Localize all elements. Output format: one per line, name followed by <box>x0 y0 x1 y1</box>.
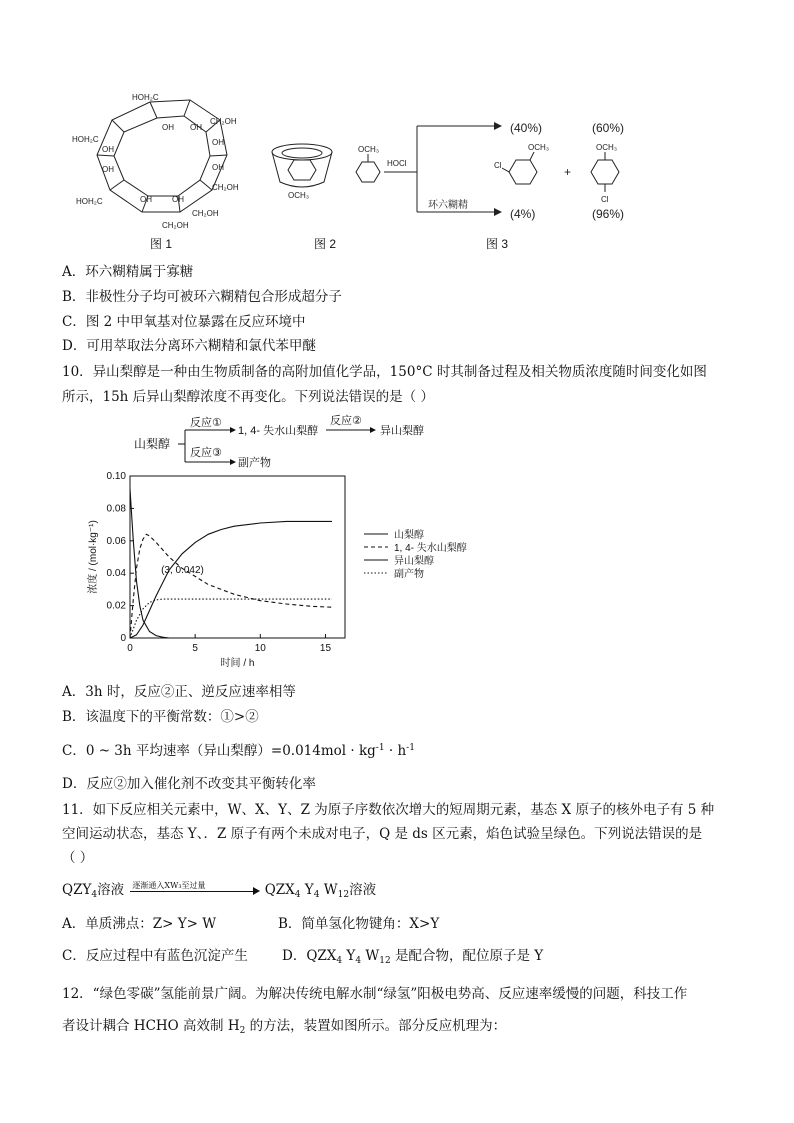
chart-xlabel: 时间 / h <box>220 658 255 669</box>
chart-ylabel: 浓度 / (mol·kg⁻¹) <box>88 520 99 594</box>
svg-text:CH₂OH: CH₂OH <box>212 183 239 192</box>
scheme-end: 异山梨醇 <box>380 425 424 437</box>
y-tick-label: 0.04 <box>106 568 126 580</box>
svg-text:OH: OH <box>102 145 114 154</box>
q9-option-b: B．非极性分子均可被环六糊精包合形成超分子 <box>62 289 342 305</box>
q10-option-a: A．3h 时，反应②正、逆反应速率相等 <box>62 684 296 700</box>
series-line-2 <box>130 534 332 638</box>
fig3-para-sub2: Cl <box>601 195 609 204</box>
x-tick-label: 0 <box>127 643 133 654</box>
chart-series <box>130 489 332 638</box>
fig3-yield-bot-ortho: (4%) <box>510 207 536 221</box>
legend-label: 异山梨醇 <box>394 556 434 567</box>
fig3-yield-top-para: (60%) <box>592 121 625 135</box>
q11-reaction-arrow: 逐渐通入XW₃至过量 <box>128 884 260 898</box>
q11-option-c: C．反应过程中有蓝色沉淀产生 <box>62 948 248 964</box>
svg-text:HOH₂C: HOH₂C <box>76 197 103 206</box>
fig3-para-product <box>591 152 619 192</box>
q10-option-c: C．0 ~ 3h 平均速率（异山梨醇）$=0.014mol \cdot kg^{-1} \cdot h^{-1}$ <box>62 743 415 759</box>
fig3-para-sub1: OCH₃ <box>596 143 618 152</box>
q10-option-b: B．该温度下的平衡常数：①>② <box>62 709 259 725</box>
chart-axes <box>130 476 345 638</box>
svg-text:CH₂OH: CH₂OH <box>192 209 219 218</box>
svg-text:HOH₂C: HOH₂C <box>72 135 99 144</box>
q10-stem-line2: 所示，15h 后异山梨醇浓度不再变化。下列说法错误的是（ ） <box>62 389 434 405</box>
y-tick-label: 0.08 <box>106 503 126 515</box>
chart-legend <box>364 528 467 580</box>
svg-text:OH: OH <box>190 123 202 132</box>
scheme-start: 山梨醇 <box>134 437 171 451</box>
legend-label: 1, 4- 失水山梨醇 <box>394 543 467 554</box>
q11-option-a: A．单质沸点：Z> Y> W <box>62 916 217 932</box>
svg-text:OH: OH <box>102 165 114 174</box>
svg-text:CH₂OH: CH₂OH <box>162 221 189 230</box>
fig3-reactant-ring <box>356 154 380 182</box>
fig2-label: OCH₃ <box>288 191 310 200</box>
q11-option-b: B．简单氢化物键角：X>Y <box>278 916 440 932</box>
legend-label: 副产物 <box>394 569 424 580</box>
fig2-inclusion-complex <box>272 144 332 187</box>
q11-reaction: $QZY_4$溶液 逐渐通入XW₃至过量 $QZX_4$ $Y_4$ $W_{12}$溶液 <box>62 880 377 900</box>
scheme-r3: 反应③ <box>190 447 222 459</box>
y-tick-label: 0.06 <box>106 535 126 547</box>
q9-option-d: D．可用萃取法分离环六糊精和氯代苯甲醚 <box>62 338 316 354</box>
fig1-caption: 图 1 <box>150 237 173 251</box>
q10-reaction-scheme <box>130 412 450 474</box>
y-tick-label: 0 <box>120 633 126 644</box>
fig3-catalyst: 环六糊精 <box>428 200 468 211</box>
fig3-yield-bot-para: (96%) <box>592 207 625 221</box>
fig3-ortho-sub1: OCH₃ <box>528 143 550 152</box>
fig3-plus: + <box>564 165 572 179</box>
legend-label: 山梨醇 <box>394 530 424 541</box>
svg-text:OH: OH <box>140 195 152 204</box>
chart-ticks <box>107 471 332 654</box>
scheme-r2: 反应② <box>330 415 362 427</box>
q10-option-d: D．反应②加入催化剂不改变其平衡转化率 <box>62 776 316 792</box>
fig3-reagent: HOCl <box>387 159 407 168</box>
scheme-side: 副产物 <box>238 457 271 469</box>
svg-text:CH₂OH: CH₂OH <box>210 117 237 126</box>
x-tick-label: 10 <box>254 643 266 654</box>
scheme-r1: 反应① <box>190 417 222 429</box>
fig3-ortho-product <box>502 152 537 184</box>
y-tick-label: 0.10 <box>106 471 126 482</box>
series-line-1 <box>130 489 169 638</box>
q11-stem-line2: 空间运动状态，基态 Y、．Z 原子有两个未成对电子，Q 是 ds 区元素，焰色试验呈绿色。下列说法错误的是 <box>62 826 703 842</box>
x-tick-label: 15 <box>319 643 332 654</box>
plot-frame <box>130 476 345 638</box>
svg-text:HOH₂C: HOH₂C <box>132 93 159 102</box>
scheme-mid: 1, 4- 失水山梨醇 <box>238 425 319 437</box>
fig1-cyclodextrin <box>97 100 227 212</box>
series-line-3 <box>130 521 332 638</box>
fig3-ortho-sub2: Cl <box>494 161 502 170</box>
fig3-yield-top-ortho: (40%) <box>510 121 543 135</box>
x-tick-label: 5 <box>192 643 198 654</box>
q12-line2: 者设计耦合 HCHO 高效制 $H_2$ 的方法，装置如图所示。部分反应机理为： <box>62 1018 507 1036</box>
q11-option-d: D．$QZX_4$ $Y_4$ $W_{12}$ 是配合物，配位原子是 Y <box>282 948 544 966</box>
q11-stem-line3: （ ） <box>62 850 94 866</box>
fig3-reactant-label: OCH₃ <box>358 145 380 154</box>
figure-row <box>62 90 742 260</box>
concentration-chart <box>82 466 502 676</box>
q11-stem-line1: 11．如下反应相关元素中，W、X、Y、Z 为原子序数依次增大的短周期元素，基态 X 原子的核外电子有 5 种 <box>62 802 715 818</box>
y-tick-label: 0.02 <box>106 600 126 612</box>
q12-line1: 12．“绿色零碳”氢能前景广阔。为解决传统电解水制“绿氢”阳极电势高、反应速率缓慢的问题，科技工作 <box>62 986 688 1002</box>
svg-text:OH: OH <box>212 163 224 172</box>
fig2-caption: 图 2 <box>314 237 337 251</box>
q9-option-a: A．环六糊精属于寡糖 <box>62 264 194 280</box>
svg-text:OH: OH <box>212 138 224 147</box>
q9-option-c: C．图 2 中甲氧基对位暴露在反应环境中 <box>62 314 306 330</box>
chart-annotation: (3, 0.042) <box>161 564 204 576</box>
fig3-caption: 图 3 <box>486 237 509 251</box>
svg-text:OH: OH <box>172 195 184 204</box>
svg-text:OH: OH <box>162 123 174 132</box>
q10-stem-line1: 10．异山梨醇是一种由生物质制备的高附加值化学品，150°C 时其制备过程及相关物质浓度随时间变化如图 <box>62 364 707 380</box>
